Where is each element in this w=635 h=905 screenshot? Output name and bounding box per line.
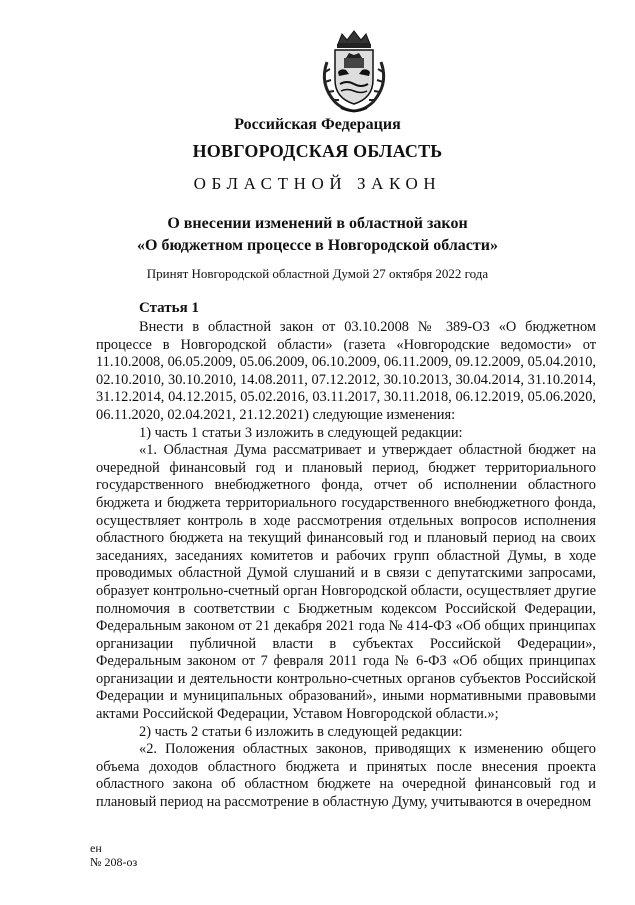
region-name: НОВГОРОДСКАЯ ОБЛАСТЬ	[192, 141, 443, 161]
law-title-line: О внесении изменений в областной закон	[167, 215, 468, 232]
paragraph: «1. Областная Дума рассматривает и утверждает областной бюджет на очередной финансовый год и плановый период, бюджет территориального государственного внебюджетного фонда, отчет об исполнении областного бюджета и бюджета территориального государственного внебюджетного фонда, осуществляет контроль в ходе рассмотрения отдельных вопросов исполнения областного бюджета на текущий финансовый год и плановый период на своих заседаниях, заседаниях комитетов и рабочих групп областной Думы, в ходе проводимых областной Думой слушаний и в связи с депутатскими запросами, образует контрольно-счетный орган Новгородской области, осуществляет другие полномочия в соответствии с Бюджетным кодексом Российской Федерации, Федеральным законом от 21 декабря 2021 года № 414-ФЗ «Об общих принципах организации публичной власти в субъектах Российской Федерации», Федеральным законом от 7 февраля 2011 года № 6-ФЗ «Об общих принципах организации и деятельности контрольно-счетных органов субъектов Российской Федерации и муниципальных образований», иными нормативными правовыми актами Российской Федерации, Уставом Новгородской области.»;	[96, 442, 596, 723]
document-footer	[90, 841, 137, 869]
coat-of-arms-emblem	[313, 28, 395, 114]
adoption-note: Принят Новгородской областной Думой 27 октября 2022 года	[146, 266, 489, 281]
law-title-line: «О бюджетном процессе в Новгородской области»	[137, 237, 498, 254]
paragraph: 2) часть 2 статьи 6 изложить в следующей редакции:	[139, 723, 463, 740]
paragraph: «2. Положения областных законов, приводящих к изменению общего объема доходов областного бюджета и принятых после внесения проекта областного закона об областном бюджете на очередной финансовый год и плановый период на рассмотрение в областную Думу, учитываются в очередном	[96, 741, 596, 811]
paragraph: Внести в областной закон от 03.10.2008 № 389-ОЗ «О бюджетном процессе в Новгородской области» (газета «Новгородские ведомости» от 11.10.2008, 06.05.2009, 05.06.2009, 06.10.2009, 06.11.2009, 09.12.2009, 05.04.2010, 02.10.2010, 30.10.2010, 14.08.2011, 07.12.2012, 30.10.2013, 30.04.2014, 31.10.2014, 31.12.2014, 04.12.2015, 05.02.2016, 03.11.2017, 30.11.2018, 06.12.2019, 05.06.2020, 06.11.2020, 02.04.2021, 21.12.2021) следующие изменения:	[96, 319, 596, 423]
paragraph: 1) часть 1 статьи 3 изложить в следующей редакции:	[139, 424, 463, 441]
clerk-initials: ен	[90, 841, 102, 855]
article-body	[96, 319, 596, 812]
document-type: ОБЛАСТНОЙ ЗАКОН	[193, 174, 442, 193]
law-number: № 208-оз	[90, 855, 138, 869]
law-title	[80, 213, 555, 257]
article-heading: Статья 1	[139, 300, 199, 316]
country-name: Российская Федерация	[234, 116, 401, 133]
